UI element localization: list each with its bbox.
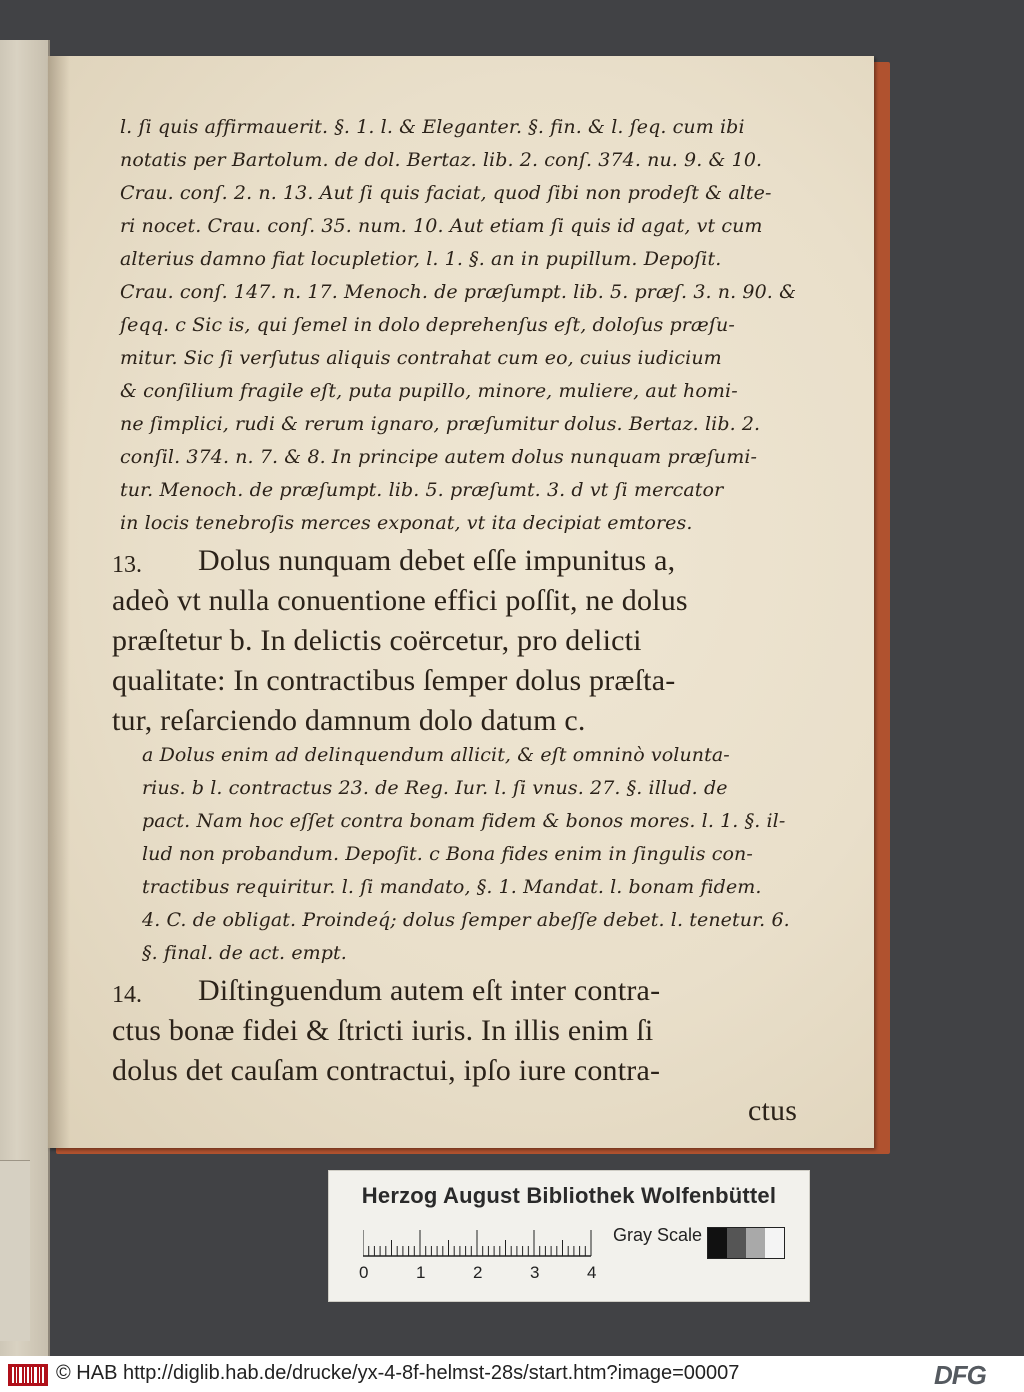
ruler-label: 4 xyxy=(587,1263,597,1282)
note-line: l. ſi quis affirmauerit. §. 1. l. & Eleganter. §. fin. & l. ſeq. cum ibi xyxy=(120,116,745,138)
main-text-line: Dolus nunquam debet eſſe impunitus a, xyxy=(198,544,676,577)
note-line: tur. Menoch. de præſumpt. lib. 5. præſumt. 3. d vt ſi mercator xyxy=(120,479,724,501)
facing-page-edge xyxy=(0,40,50,1356)
main-text-line: præſtetur b. In delictis coërcetur, pro delicti xyxy=(112,624,642,657)
gray-scale-label: Gray Scale xyxy=(613,1225,703,1245)
note-line: notatis per Bartolum. de dol. Bertaz. lib. 2. conſ. 374. nu. 9. & 10. xyxy=(120,149,763,171)
note-line: conſil. 374. n. 7. & 8. In principe autem dolus nunquam præſumi- xyxy=(120,446,758,468)
facing-page-corner xyxy=(0,1160,30,1341)
gray-swatch xyxy=(765,1228,784,1258)
note-line: pact. Nam hoc eſſet contra bonam fidem & bonos mores. l. 1. §. il- xyxy=(142,810,786,832)
gray-swatch xyxy=(727,1228,746,1258)
note-line: lud non probandum. Depoſit. c Bona fides enim in ſingulis con- xyxy=(142,843,753,865)
note-line: tractibus requiritur. l. ſi mandato, §. 1. Mandat. l. bonam fidem. xyxy=(142,876,762,898)
gray-swatch xyxy=(708,1228,727,1258)
main-text-line: adeò vt nulla conuentione effici poſſit, ne dolus xyxy=(112,584,688,617)
note-line: §. final. de act. empt. xyxy=(142,942,347,964)
note-line: mitur. Sic ſi verſutus aliquis contrahat cum eo, cuius iudicium xyxy=(120,347,722,369)
hab-barcode-logo xyxy=(8,1364,48,1386)
ruler-label: 1 xyxy=(416,1263,426,1282)
card-title: Herzog August Bibliothek Wolfenbüttel xyxy=(361,1183,777,1208)
ruler-label: 0 xyxy=(359,1263,369,1282)
note-line: alterius damno fiat locupletior, l. 1. §. an in pupillum. Depoſit. xyxy=(120,248,722,270)
color-reference-card xyxy=(328,1170,810,1302)
section-number: 14. xyxy=(112,982,142,1008)
note-line: ſeqq. c Sic is, qui ſemel in dolo deprehenſus eſt, doloſus præſu- xyxy=(120,314,735,336)
main-text-line: tur, reſarciendo damnum dolo datum c. xyxy=(112,704,586,737)
ruler-label: 3 xyxy=(530,1263,540,1282)
gray-scale-swatches xyxy=(707,1227,785,1259)
note-line: ne ſimplici, rudi & rerum ignaro, præſumitur dolus. Bertaz. lib. 2. xyxy=(120,413,761,435)
note-line: 4. C. de obligat. Proindeq́; dolus ſemper abeſſe debet. l. tenetur. 6. xyxy=(142,909,790,931)
main-text-line: ctus bonæ fidei & ſtricti iuris. In illis enim ſi xyxy=(112,1014,654,1047)
note-line: a Dolus enim ad delinquendum allicit, & eſt omninò volunta- xyxy=(142,744,730,766)
note-line: in locis tenebroſis merces exponat, vt ita decipiat emtores. xyxy=(120,512,693,534)
note-line: ri nocet. Crau. conſ. 35. num. 10. Aut etiam ſi quis id agat, vt cum xyxy=(120,215,763,237)
dfg-logo: DFG xyxy=(934,1360,986,1390)
note-line: & conſilium fragile eſt, puta pupillo, minore, muliere, aut homi- xyxy=(120,380,738,402)
main-text-line: dolus det cauſam contractui, ipſo iure contra- xyxy=(112,1054,661,1087)
ruler-label: 2 xyxy=(473,1263,483,1282)
main-text-line: qualitate: In contractibus ſemper dolus præſta- xyxy=(112,664,676,697)
note-line: Crau. conſ. 2. n. 13. Aut ſi quis faciat, quod ſibi non prodeſt & alte- xyxy=(120,182,772,204)
copyright-url: © HAB http://diglib.hab.de/drucke/yx-4-8f-helmst-28s/start.htm?image=00007 xyxy=(56,1362,740,1384)
section-number: 13. xyxy=(112,552,142,578)
ruler xyxy=(363,1227,603,1257)
note-line: rius. b l. contractus 23. de Reg. Iur. l. ſi vnus. 27. §. illud. de xyxy=(142,777,728,799)
main-text-line: Diſtinguendum autem eſt inter contra- xyxy=(198,974,661,1007)
gray-swatch xyxy=(746,1228,765,1258)
viewer-footer xyxy=(0,1356,1024,1392)
note-line: Crau. conſ. 147. n. 17. Menoch. de præſumpt. lib. 5. præſ. 3. n. 90. & xyxy=(120,281,797,303)
page-gutter-shadow xyxy=(48,56,70,1148)
catchword: ctus xyxy=(748,1094,798,1127)
page-text xyxy=(48,56,874,1148)
book-page xyxy=(48,56,874,1148)
